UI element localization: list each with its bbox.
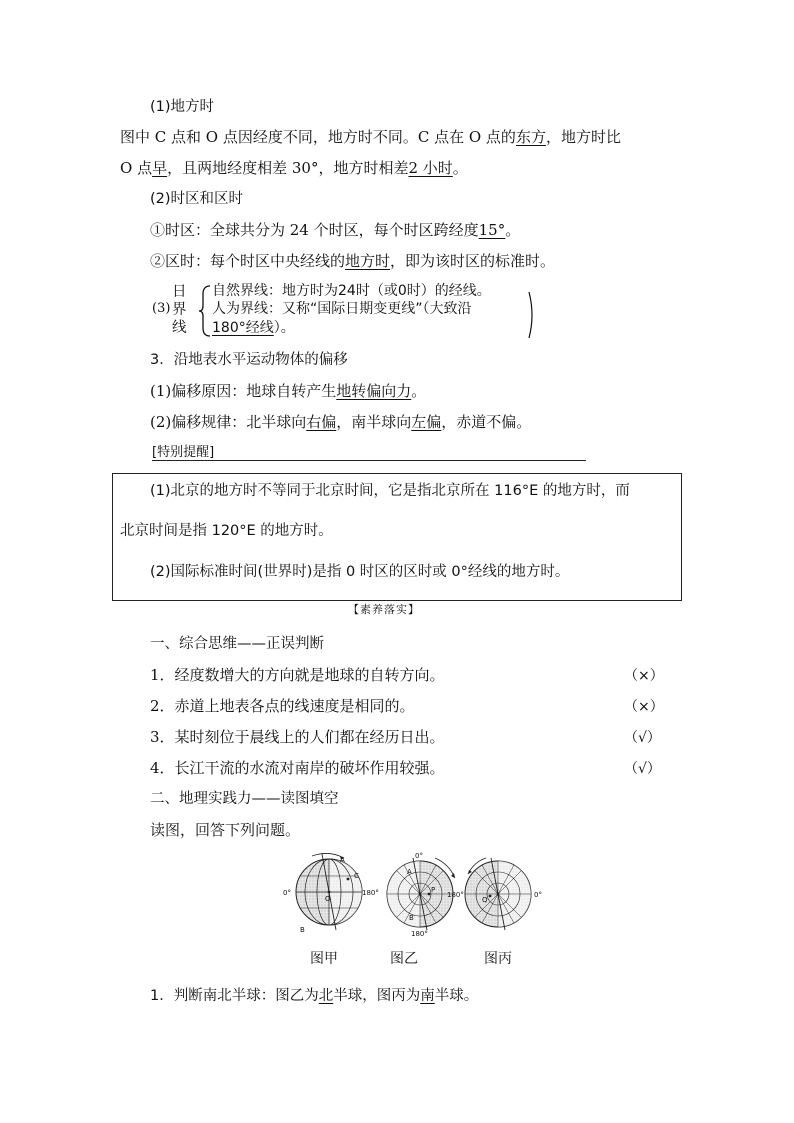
text: 半球。 [434,988,479,1004]
list-item: 3．某时刻位于晨线上的人们都在经历日出。 [150,728,445,746]
date-line-number: (3) [152,301,171,316]
heading-true-false: 一、综合思维——正误判断 [150,636,324,652]
tip-underline [152,460,586,461]
figure-yi-label-top: 0° [415,852,423,860]
date-line-char-1: 日 [172,284,187,300]
text: 半球，图丙为 [333,988,421,1004]
figure-jia-label-o: O [325,895,331,903]
text: 。 [505,221,521,239]
heading-time-zones: (2)时区和区时 [150,191,244,207]
figure-yi-label-a: A [407,868,412,876]
answer-2-hours: 2 小时 [408,159,453,177]
deflection-cause [150,381,426,401]
text: (2)偏移规律：北半球向 [150,413,307,431]
artificial-boundary: 人为界线：又称“国际日期变更线”（大致沿 [212,301,472,317]
paragraph-local-time-line1 [120,127,621,147]
figure-bing-label-right: 0° [534,891,542,899]
answer-local-time: 地方时 [345,252,391,270]
tip-paragraph-2: (2)国际标准时间(世界时)是指 0 时区的区时或 0°经线的地方时。 [150,564,570,580]
text: 图中 C 点和 O 点因经度不同，地方时不同。C 点在 O 点的 [120,128,516,146]
text: ，南半球向 [336,413,412,431]
answer-15-degrees: 15° [478,221,506,239]
text: ②区时：每个时区中央经线的 [150,252,346,270]
list-item: 1．经度数增大的方向就是地球的自转方向。 [150,666,445,684]
figure-bing-label-left: 180° [447,891,464,899]
standard-time-line [150,251,555,271]
answer-left: 左偏 [411,413,442,431]
text: ，地方时比 [545,128,621,146]
answer-180-meridian: 180°经线 [212,320,274,336]
map-reading-intro: 读图，回答下列问题。 [150,821,301,839]
text: ，且两地经度相差 30°，地方时相差 [167,159,409,177]
practice-tag: 【素养落实】 [348,603,420,616]
question-hemisphere [150,986,478,1006]
left-brace-icon [198,284,212,338]
deflection-rule [150,412,531,432]
caption-bing: 图丙 [484,951,512,967]
text: O 点 [120,159,153,177]
tip-paragraph-1: (1)北京的地方时不等同于北京时间，它是指北京所在 116°E 的地方时，而 [150,483,630,499]
figure-yi-label-p: P [431,886,436,894]
figure-bing [446,850,546,938]
figure-bing-label-q: Q [482,896,488,904]
figure-jia-label-right: 180° [362,889,379,897]
answer-early: 早 [152,159,168,177]
text: ）。 [273,320,295,336]
text: (1)偏移原因：地球自转产生 [150,382,337,400]
text: 。 [452,159,468,177]
answer-coriolis: 地转偏向力 [336,382,412,400]
tip-paragraph-1-cont: 北京时间是指 120°E 的地方时。 [120,523,333,539]
caption-jia: 图甲 [310,951,338,967]
text: 1．判断南北半球：图乙为 [150,988,319,1004]
date-line-char-3: 线 [172,320,187,336]
tip-label: [特别提醒] [152,445,215,460]
natural-boundary: 自然界线：地方时为24时（或0时）的经线。 [212,283,491,299]
figure-yi-label-bottom: 180° [411,930,428,938]
text: ，赤道不偏。 [441,413,532,431]
figure-yi-label-b: B [409,914,414,922]
judgement-mark: （×） [624,668,664,684]
caption-yi: 图乙 [390,951,418,967]
list-item: 2．赤道上地表各点的线速度是相同的。 [150,697,415,715]
answer-east: 东方 [515,128,546,146]
figure-jia-label-a: A [340,856,345,864]
figure-jia-label-b: B [300,926,305,934]
judgement-mark: （×） [624,699,664,715]
text: 。 [411,382,427,400]
answer-north: 北 [318,988,334,1004]
list-item: 4．长江干流的水流对南岸的破坏作用较强。 [150,759,445,777]
answer-south: 南 [420,988,435,1004]
artificial-boundary-cont [212,318,295,338]
heading-map-reading: 二、地理实践力——读图填空 [150,791,339,807]
heading-local-time: (1)地方时 [150,99,215,115]
paragraph-local-time-line2 [120,158,468,178]
judgement-mark: （√） [624,730,661,746]
right-paren-icon [527,290,537,340]
heading-deflection: 3．沿地表水平运动物体的偏移 [150,352,348,368]
figure-jia-label-left: 0° [283,889,291,897]
time-zone-line [150,220,520,240]
judgement-mark: （√） [624,761,661,777]
text: ，即为该时区的标准时。 [390,252,556,270]
figure-jia-label-c: C [354,872,359,880]
text: ①时区：全球共分为 24 个时区，每个时区跨经度 [150,221,479,239]
figure-jia [282,850,382,935]
date-line-char-2: 界 [172,302,187,318]
answer-right: 右偏 [306,413,337,431]
